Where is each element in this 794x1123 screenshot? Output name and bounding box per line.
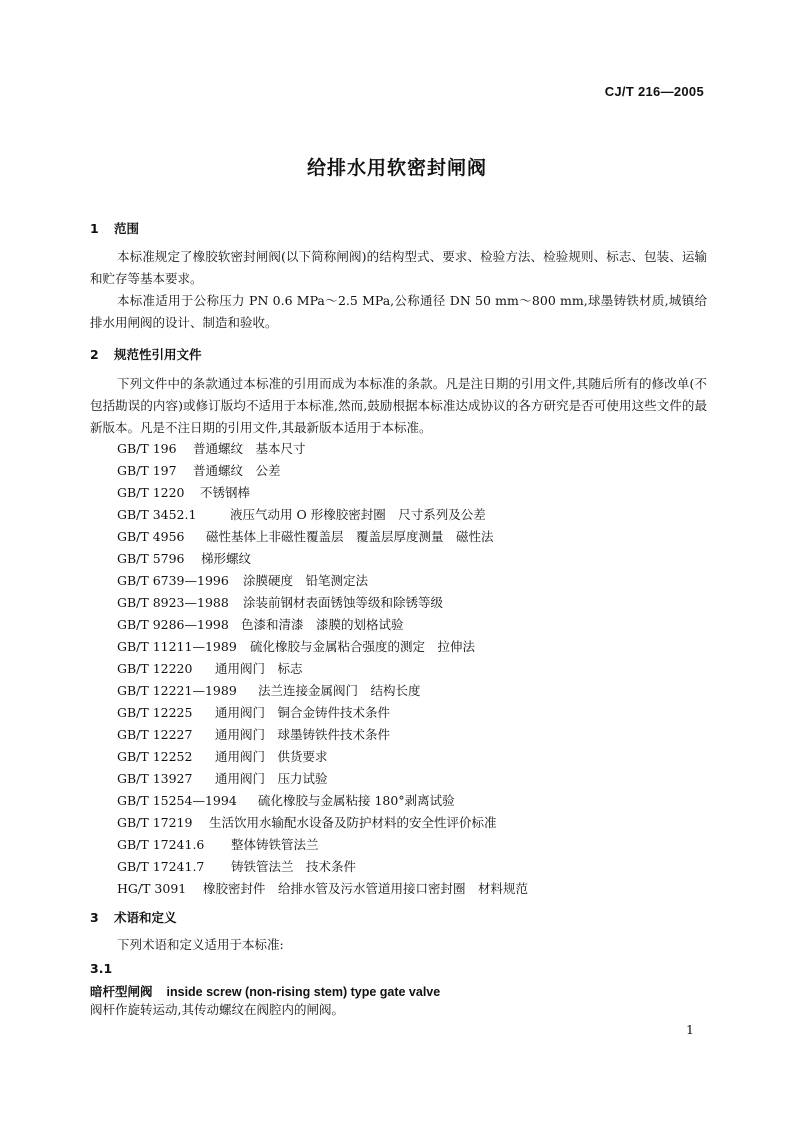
list-item: GB/T 12252 通用阀门 供货要求 — [117, 749, 328, 764]
term-chinese: 暗杆型闸阀 — [90, 984, 153, 999]
document-title: 给排水用软密封闸阀 — [306, 157, 487, 179]
list-item: GB/T 196 普通螺纹 基本尺寸 — [117, 441, 306, 456]
list-item: GB/T 3452.1 液压气动用 O 形橡胶密封圈 尺寸系列及公差 — [117, 507, 486, 522]
list-item: GB/T 5796 梯形螺纹 — [117, 551, 252, 566]
term-definition: 阀杆作旋转运动,其传动螺纹在阀腔内的闸阀。 — [90, 1002, 344, 1017]
list-item: GB/T 197 普通螺纹 公差 — [117, 463, 281, 478]
section-title: 范围 — [114, 221, 140, 236]
section-number: 1 — [90, 221, 99, 236]
section-heading-scope — [90, 219, 707, 237]
list-item: GB/T 15254—1994 硫化橡胶与金属粘接 180°剥离试验 — [117, 793, 455, 808]
list-item: GB/T 12220 通用阀门 标志 — [117, 661, 303, 676]
section-heading-terms — [90, 908, 707, 926]
term-english: inside screw (non-rising stem) type gate valve — [166, 985, 441, 999]
standard-number: CJ/T 216—2005 — [604, 84, 704, 99]
list-item: GB/T 17219 生活饮用水输配水设备及防护材料的安全性评价标准 — [117, 815, 497, 830]
list-item: GB/T 17241.7 铸铁管法兰 技术条件 — [117, 859, 357, 874]
scope-paragraph-1: 本标准规定了橡胶软密封闸阀(以下简称闸阀)的结构型式、要求、检验方法、检验规则、标志、包装、运输和贮存等基本要求。 — [90, 249, 707, 286]
list-item: GB/T 13927 通用阀门 压力试验 — [117, 771, 328, 786]
list-item: GB/T 17241.6 整体铸铁管法兰 — [117, 837, 319, 852]
list-item: GB/T 4956 磁性基体上非磁性覆盖层 覆盖层厚度测量 磁性法 — [117, 529, 494, 544]
term-heading — [90, 981, 707, 1000]
section-heading-normative-references — [90, 345, 707, 363]
list-item: GB/T 12227 通用阀门 球墨铸铁件技术条件 — [117, 727, 391, 742]
section-title: 规范性引用文件 — [114, 347, 202, 362]
section-title: 术语和定义 — [114, 910, 177, 925]
list-item: GB/T 8923—1988 涂装前钢材表面锈蚀等级和除锈等级 — [117, 595, 444, 610]
list-item: HG/T 3091 橡胶密封件 给排水管及污水管道用接口密封圈 材料规范 — [117, 881, 529, 896]
list-item: GB/T 6739—1996 涂膜硬度 铅笔测定法 — [117, 573, 369, 588]
list-item: GB/T 12221—1989 法兰连接金属阀门 结构长度 — [117, 683, 421, 698]
term-number: 3.1 — [90, 961, 113, 976]
list-item: GB/T 9286—1998 色漆和清漆 漆膜的划格试验 — [117, 617, 404, 632]
section-number: 3 — [90, 910, 99, 925]
page-number: 1 — [686, 1022, 694, 1037]
list-item: GB/T 12225 通用阀门 铜合金铸件技术条件 — [117, 705, 391, 720]
references-intro: 下列文件中的条款通过本标准的引用而成为本标准的条款。凡是注日期的引用文件,其随后所有的修改单(不包括勘误的内容)或修订版均不适用于本标准,然而,鼓励根据本标准达成协议的各方研究是否可使用这些文件的最新版本。凡是不注日期的引用文件,其最新版本适用于本标准。 — [90, 376, 707, 435]
scope-paragraph-2: 本标准适用于公称压力 PN 0.6 MPa～2.5 MPa,公称通径 DN 50 mm～800 mm,球墨铸铁材质,城镇给排水用闸阀的设计、制造和验收。 — [90, 293, 707, 330]
terms-intro: 下列术语和定义适用于本标准: — [117, 937, 284, 952]
list-item: GB/T 1220 不锈钢棒 — [117, 485, 251, 500]
list-item: GB/T 11211—1989 硫化橡胶与金属粘合强度的测定 拉伸法 — [117, 639, 476, 654]
section-number: 2 — [90, 347, 99, 362]
